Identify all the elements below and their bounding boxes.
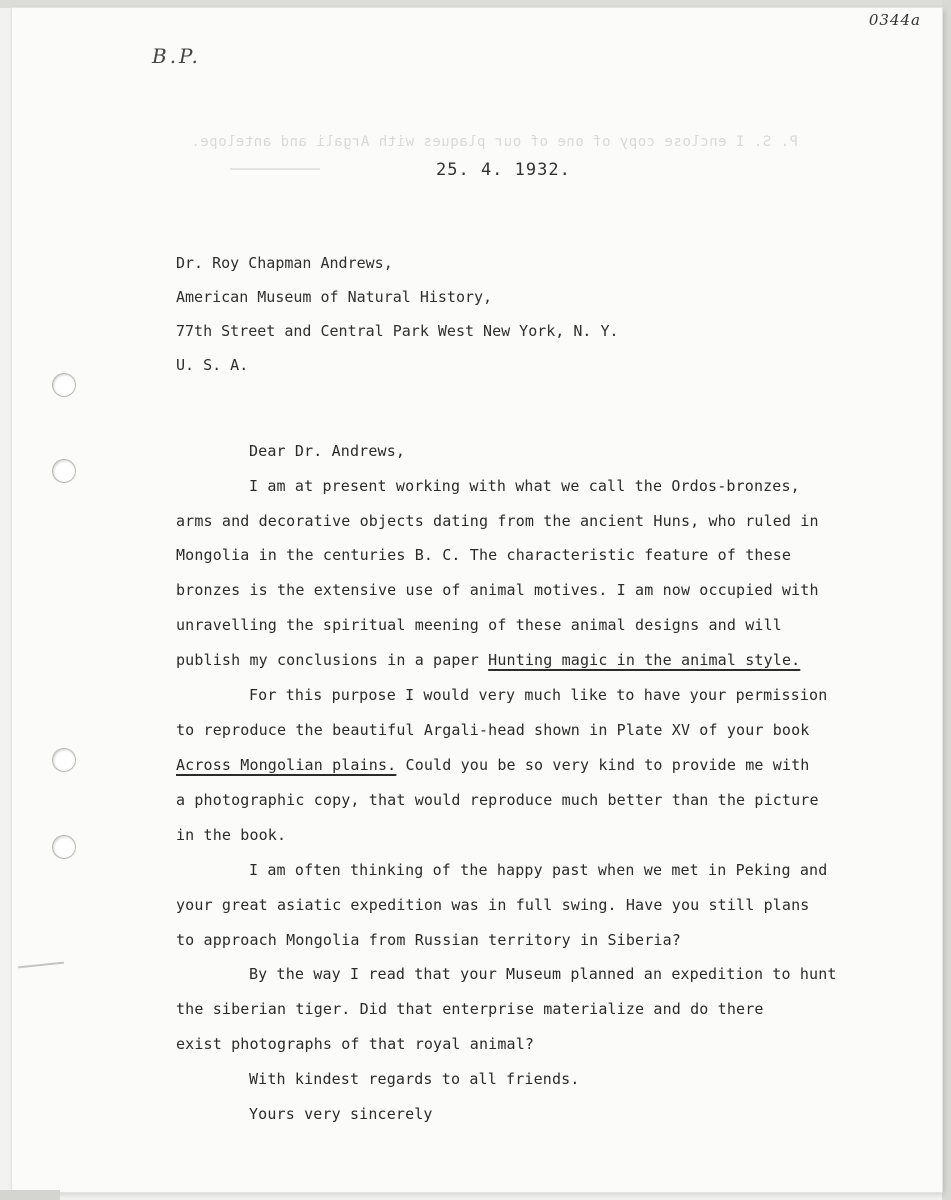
salutation: Dear Dr. Andrews,	[249, 442, 406, 460]
body-line: in the book.	[176, 826, 287, 844]
address-line: U. S. A.	[176, 356, 249, 374]
body-line	[176, 651, 800, 669]
body-line: bronzes is the extensive use of animal motives. I am now occupied with	[176, 581, 819, 599]
body-line: By the way I read that your Museum planned an expedition to hunt	[249, 965, 837, 983]
body-line: arms and decorative objects dating from the ancient Huns, who ruled in	[176, 512, 819, 530]
body-line: For this purpose I would very much like to have your permission	[249, 686, 828, 704]
punch-hole	[52, 459, 76, 483]
body-line: your great asiatic expedition was in full swing. Have you still plans	[176, 896, 810, 914]
body-line-text: Could you be so very kind to provide me with	[405, 756, 810, 774]
body-line: unravelling the spiritual meening of these animal designs and will	[176, 616, 782, 634]
valediction: Yours very sincerely	[249, 1105, 433, 1123]
body-line: a photographic copy, that would reproduce much better than the picture	[176, 791, 819, 809]
scan-edge-bottom	[0, 1190, 60, 1200]
punch-hole	[52, 748, 76, 772]
letter-date: 25. 4. 1932.	[436, 160, 571, 180]
bleed-through-postscript: P. S. I enclose copy of one of our plaques with Argali and antelope.	[190, 134, 798, 150]
body-line: Mongolia in the centuries B. C. The characteristic feature of these	[176, 546, 792, 564]
document-number: 0344a	[868, 11, 921, 29]
body-line	[176, 756, 810, 774]
closing-regards: With kindest regards to all friends.	[249, 1070, 580, 1088]
body-line: the siberian tiger. Did that enterprise materialize and do there	[176, 1000, 764, 1018]
address-line: American Museum of Natural History,	[176, 288, 493, 306]
body-line: I am often thinking of the happy past when we met in Peking and	[249, 861, 828, 879]
punch-hole	[52, 835, 76, 859]
address-line: Dr. Roy Chapman Andrews,	[176, 254, 393, 272]
handwritten-initials: B.P.	[152, 44, 201, 68]
body-line: to reproduce the beautiful Argali-head shown in Plate XV of your book	[176, 721, 810, 739]
scan-edge-right	[942, 0, 951, 1200]
scan-edge-top	[0, 0, 951, 8]
punch-hole	[52, 373, 76, 397]
body-line: I am at present working with what we call the Ordos-bronzes,	[249, 477, 800, 495]
address-line: 77th Street and Central Park West New York, N. Y.	[176, 322, 619, 340]
paper-title: Hunting magic in the animal style.	[488, 651, 801, 669]
bleed-through-rule	[230, 168, 320, 170]
body-line-text: publish my conclusions in a paper	[176, 651, 479, 669]
book-title: Across Mongolian plains.	[176, 756, 397, 774]
body-line: to approach Mongolia from Russian territory in Siberia?	[176, 931, 681, 949]
body-line: exist photographs of that royal animal?	[176, 1035, 535, 1053]
